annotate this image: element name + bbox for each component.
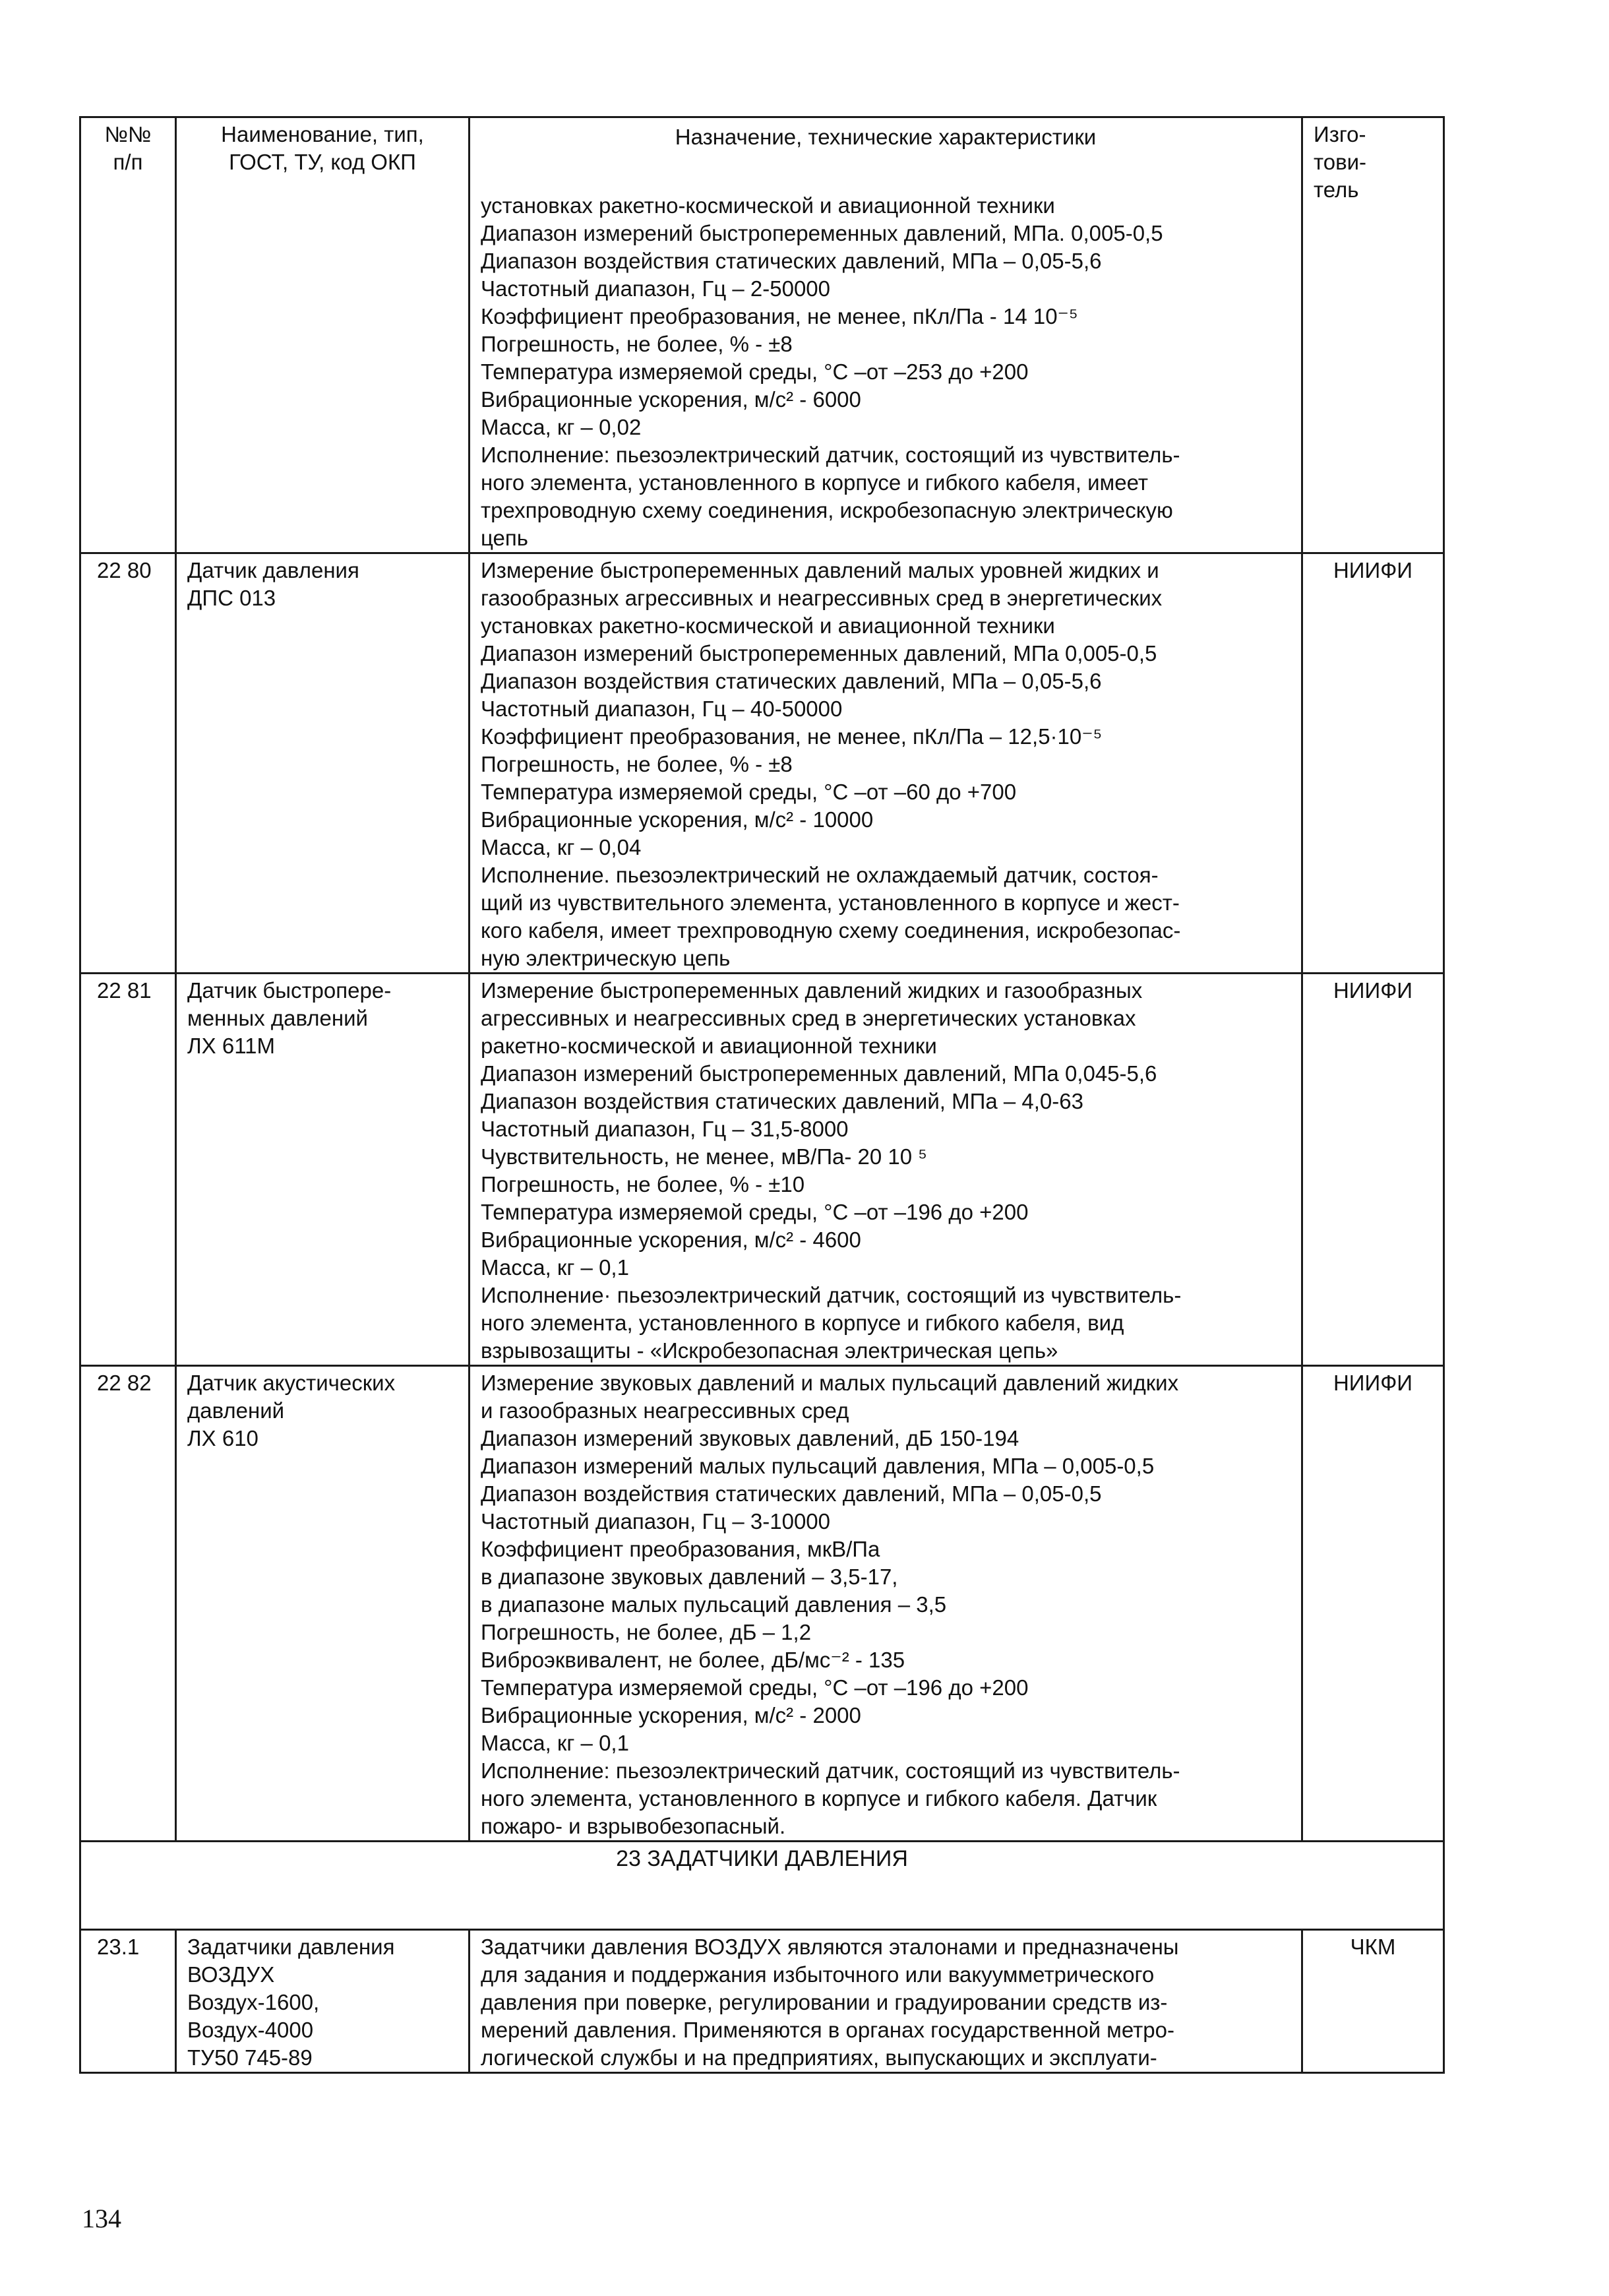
characteristic-line: Погрешность, не более, % - ±8 bbox=[481, 332, 793, 356]
characteristic-line: Температура измеряемой среды, °С –от –196 до +200 bbox=[481, 1200, 1029, 1224]
section-heading-row bbox=[80, 1842, 1444, 1930]
characteristic-line: Температура измеряемой среды, °С –от –253 до +200 bbox=[481, 359, 1029, 384]
continuation-lines bbox=[481, 192, 1290, 552]
characteristic-line: щий из чувствительного элемента, установленного в корпусе и жест- bbox=[481, 890, 1180, 915]
characteristic-line: для задания и поддержания избыточного или вакуумметрического bbox=[481, 1962, 1155, 1987]
row-number: 22 80 bbox=[97, 558, 152, 582]
row-number-cell bbox=[80, 974, 176, 1366]
header-maker-text: Изго- тови- тель bbox=[1314, 122, 1367, 202]
header-number-text: №№ п/п bbox=[104, 122, 152, 174]
characteristic-line: Исполнение. пьезоэлектрический не охлаждаемый датчик, состоя- bbox=[481, 863, 1159, 887]
characteristic-line: трехпроводную схему соединения, искробезопасную электрическую bbox=[481, 498, 1173, 522]
characteristic-line: ного элемента, установленного в корпусе и гибкого кабеля, имеет bbox=[481, 470, 1148, 495]
characteristic-line: Диапазон измерений звуковых давлений, дБ 150-194 bbox=[481, 1426, 1019, 1450]
table-body bbox=[80, 553, 1444, 1842]
characteristic-line: Вибрационные ускорения, м/с² - 10000 bbox=[481, 807, 874, 832]
characteristic-line: Погрешность, не более, % - ±8 bbox=[481, 752, 793, 776]
row-name-cell bbox=[176, 1930, 470, 2073]
characteristic-line: Задатчики давления ВОЗДУХ являются эталонами и предназначены bbox=[481, 1935, 1179, 1959]
characteristic-line: Погрешность, не более, дБ – 1,2 bbox=[481, 1620, 812, 1644]
characteristic-line: Температура измеряемой среды, °С –от –60 до +700 bbox=[481, 780, 1017, 804]
row-maker-cell bbox=[1302, 1366, 1444, 1842]
characteristic-line: Погрешность, не более, % - ±10 bbox=[481, 1172, 805, 1196]
characteristic-line: Измерение быстропеременных давлений жидких и газообразных bbox=[481, 978, 1143, 1003]
table-header-row bbox=[80, 117, 1444, 152]
characteristic-line: установках ракетно-космической и авиационной техники bbox=[481, 193, 1055, 218]
characteristic-line: Диапазон измерений быстропеременных давлений, МПа 0,005-0,5 bbox=[481, 641, 1157, 666]
characteristic-line: Исполнение· пьезоэлектрический датчик, состоящий из чувствитель- bbox=[481, 1283, 1182, 1307]
row-maker: ЧКМ bbox=[1350, 1935, 1396, 1959]
row-number: 22 81 bbox=[97, 978, 152, 1003]
characteristic-line: Частотный диапазон, Гц – 40-50000 bbox=[481, 697, 843, 721]
sensor-spec-table bbox=[79, 116, 1445, 2074]
characteristic-line: Частотный диапазон, Гц – 3-10000 bbox=[481, 1509, 831, 1534]
characteristic-line: цепь bbox=[481, 526, 528, 550]
characteristic-line: Вибрационные ускорения, м/с² - 2000 bbox=[481, 1703, 861, 1727]
characteristic-line: газообразных агрессивных и неагрессивных сред в энергетических bbox=[481, 586, 1163, 610]
characteristic-line: Чувствительность, не менее, мВ/Па- 20 10 ⁵ bbox=[481, 1144, 927, 1169]
row-maker-cell bbox=[1302, 553, 1444, 974]
characteristic-line: Температура измеряемой среды, °С –от –196 до +200 bbox=[481, 1675, 1029, 1700]
row-name-cell bbox=[176, 974, 470, 1366]
row-number: 22 82 bbox=[97, 1371, 152, 1395]
characteristic-line: Вибрационные ускорения, м/с² - 4600 bbox=[481, 1227, 861, 1252]
characteristic-line: в диапазоне звуковых давлений – 3,5-17, bbox=[481, 1565, 898, 1589]
characteristic-line: взрывозащиты - «Искробезопасная электрическая цепь» bbox=[481, 1338, 1058, 1363]
characteristic-line: Измерение быстропеременных давлений малых уровней жидких и bbox=[481, 558, 1159, 582]
row-number-cell bbox=[80, 1930, 176, 2073]
characteristic-line: Диапазон измерений малых пульсаций давления, МПа – 0,005-0,5 bbox=[481, 1454, 1155, 1478]
characteristic-line: в диапазоне малых пульсаций давления – 3,5 bbox=[481, 1592, 947, 1617]
row-characteristics-cell bbox=[470, 1366, 1302, 1842]
characteristic-line: Коэффициент преобразования, не менее, пКл/Па - 14 10⁻⁵ bbox=[481, 304, 1078, 328]
characteristic-line: мерений давления. Применяются в органах государственной метро- bbox=[481, 2018, 1174, 2042]
characteristic-line: давления при поверке, регулировании и градуировании средств из- bbox=[481, 1990, 1168, 2014]
header-maker bbox=[1302, 117, 1444, 553]
characteristic-line: Исполнение: пьезоэлектрический датчик, состоящий из чувствитель- bbox=[481, 1758, 1180, 1783]
row-maker-cell bbox=[1302, 974, 1444, 1366]
characteristic-line: ракетно-космической и авиационной техники bbox=[481, 1034, 937, 1058]
characteristic-line: Частотный диапазон, Гц – 2-50000 bbox=[481, 276, 831, 301]
table-row bbox=[80, 1930, 1444, 2073]
characteristic-line: Коэффициент преобразования, не менее, пКл/Па – 12,5·10⁻⁵ bbox=[481, 724, 1103, 749]
header-name bbox=[176, 117, 470, 553]
row-name: Датчик давления ДПС 013 bbox=[187, 558, 359, 610]
section-table-body bbox=[80, 1930, 1444, 2073]
row-name-cell bbox=[176, 553, 470, 974]
row-characteristics-cell bbox=[470, 553, 1302, 974]
characteristic-line: логической службы и на предприятиях, выпускающих и эксплуати- bbox=[481, 2045, 1157, 2070]
characteristic-line: Вибрационные ускорения, м/с² - 6000 bbox=[481, 387, 861, 412]
table-row bbox=[80, 553, 1444, 974]
header-name-text: Наименование, тип, ГОСТ, ТУ, код ОКП bbox=[221, 122, 424, 174]
row-characteristics-cell bbox=[470, 1930, 1302, 2073]
characteristic-line: и газообразных неагрессивных сред bbox=[481, 1398, 849, 1423]
row-name: Датчик быстропере- менных давлений ЛХ 611М bbox=[187, 978, 392, 1058]
row-maker: НИИФИ bbox=[1333, 978, 1413, 1003]
characteristic-line: Масса, кг – 0,04 bbox=[481, 835, 642, 859]
row-characteristics-cell bbox=[470, 974, 1302, 1366]
header-purpose bbox=[470, 117, 1302, 152]
continuation-characteristics bbox=[470, 151, 1302, 553]
characteristic-line: агрессивных и неагрессивных сред в энергетических установках bbox=[481, 1006, 1136, 1030]
row-number-cell bbox=[80, 1366, 176, 1842]
characteristic-line: Диапазон измерений быстропеременных давлений, МПа. 0,005-0,5 bbox=[481, 221, 1163, 245]
row-name: Задатчики давления ВОЗДУХ Воздух-1600, Воздух-4000 ТУ50 745-89 bbox=[187, 1935, 395, 2070]
characteristic-line: кого кабеля, имеет трехпроводную схему соединения, искробезопас- bbox=[481, 918, 1181, 943]
characteristic-line: Диапазон воздействия статических давлений, МПа – 4,0-63 bbox=[481, 1089, 1083, 1113]
characteristic-line: Масса, кг – 0,02 bbox=[481, 415, 642, 439]
row-number-cell bbox=[80, 553, 176, 974]
characteristic-line: ную электрическую цепь bbox=[481, 946, 731, 970]
characteristic-line: Диапазон измерений быстропеременных давлений, МПа 0,045-5,6 bbox=[481, 1061, 1157, 1086]
row-name-cell bbox=[176, 1366, 470, 1842]
characteristic-line: Исполнение: пьезоэлектрический датчик, состоящий из чувствитель- bbox=[481, 443, 1180, 467]
row-number: 23.1 bbox=[97, 1935, 140, 1959]
row-maker: НИИФИ bbox=[1333, 1371, 1413, 1395]
table-row bbox=[80, 974, 1444, 1366]
row-maker-cell bbox=[1302, 1930, 1444, 2073]
table-row bbox=[80, 1366, 1444, 1842]
characteristic-line: Виброэквивалент, не более, дБ/мс⁻² - 135 bbox=[481, 1648, 905, 1672]
characteristic-line: ного элемента, установленного в корпусе и гибкого кабеля, вид bbox=[481, 1311, 1124, 1335]
characteristic-line: пожаро- и взрывобезопасный. bbox=[481, 1814, 786, 1838]
row-maker: НИИФИ bbox=[1333, 558, 1413, 582]
characteristic-line: установках ракетно-космической и авиационной техники bbox=[481, 613, 1055, 638]
section-heading: 23 ЗАДАТЧИКИ ДАВЛЕНИЯ bbox=[80, 1842, 1444, 1930]
row-name: Датчик акустических давлений ЛХ 610 bbox=[187, 1371, 396, 1450]
header-purpose-text: Назначение, технические характеристики bbox=[675, 125, 1097, 149]
characteristic-line: Коэффициент преобразования, мкВ/Па bbox=[481, 1537, 880, 1561]
characteristic-line: Диапазон воздействия статических давлений, МПа – 0,05-0,5 bbox=[481, 1481, 1102, 1506]
characteristic-line: Масса, кг – 0,1 bbox=[481, 1731, 629, 1755]
characteristic-line: Диапазон воздействия статических давлений, МПа – 0,05-5,6 bbox=[481, 249, 1102, 273]
characteristic-line: ного элемента, установленного в корпусе и гибкого кабеля. Датчик bbox=[481, 1786, 1157, 1811]
characteristic-line: Масса, кг – 0,1 bbox=[481, 1255, 629, 1280]
characteristic-line: Частотный диапазон, Гц – 31,5-8000 bbox=[481, 1117, 849, 1141]
characteristic-line: Диапазон воздействия статических давлений, МПа – 0,05-5,6 bbox=[481, 669, 1102, 693]
characteristic-line: Измерение звуковых давлений и малых пульсаций давлений жидких bbox=[481, 1371, 1179, 1395]
header-number bbox=[80, 117, 176, 553]
page-number: 134 bbox=[82, 2204, 121, 2233]
